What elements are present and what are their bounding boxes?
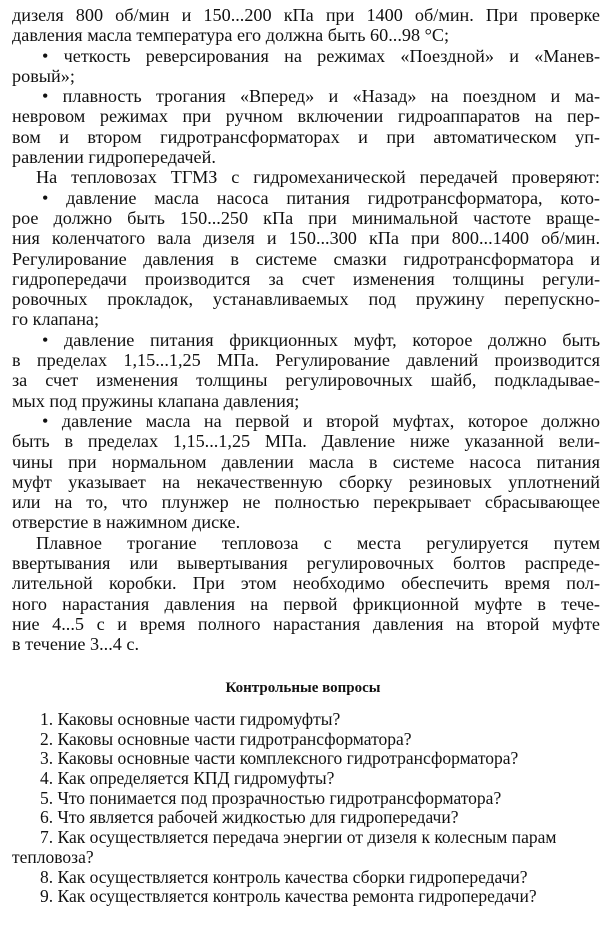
question-item: 3. Каковы основные части комплексного гидротрансформатора? bbox=[40, 749, 519, 769]
text-line: вом и втором гидротрансформаторах и при автоматическом уп- bbox=[12, 126, 600, 147]
bullet-line: • давление масла насоса питания гидротрансформатора, кото- bbox=[42, 187, 600, 208]
question-item: 9. Как осуществляется контроль качества ремонта гидропередачи? bbox=[40, 887, 537, 907]
question-item: 6. Что является рабочей жидкостью для гидропередачи? bbox=[40, 808, 459, 828]
questions-heading: Контрольные вопросы bbox=[225, 680, 381, 696]
text-line: го клапана; bbox=[12, 309, 100, 330]
text-line: ввертывания или вывертывания регулировочных болтов распреде- bbox=[12, 553, 600, 574]
question-item: 8. Как осуществляется контроль качества сборки гидропередачи? bbox=[40, 867, 528, 887]
text-line: рое должно быть 150...250 кПа при минимальной частоте враще- bbox=[12, 207, 600, 228]
paragraph-line: Плавное трогание тепловоза с места регулируется путем bbox=[36, 532, 600, 553]
text-line: ного нарастания давления на первой фрикционной муфте в тече- bbox=[12, 593, 600, 614]
text-line: ния коленчатого вала дизеля и 150...300 кПа при 800...1400 об/мин. bbox=[12, 228, 600, 249]
text-line: лительной коробки. При этом необходимо обеспечить время пол- bbox=[12, 573, 600, 594]
text-line: мых под пружины клапана давления; bbox=[12, 390, 300, 411]
text-line: чины при нормальном давлении масла в системе насоса питания bbox=[12, 451, 600, 472]
text-line: равлении гидропередачей. bbox=[12, 147, 216, 168]
bullet-line: • четкость реверсирования на режимах «Поездной» и «Манев- bbox=[42, 45, 600, 66]
bullet-line: • давление питания фрикционных муфт, которое должно быть bbox=[42, 329, 600, 350]
text-line: отверстие в нажимном диске. bbox=[12, 512, 241, 533]
text-line: быть в пределах 1,15...1,25 МПа. Давление ниже указанной вели- bbox=[12, 431, 600, 452]
paragraph-line: На тепловозах ТГМЗ с гидромеханической передачей проверяют: bbox=[36, 167, 600, 188]
text-line: гидропередачи производится за счет изменения толщины регули- bbox=[12, 268, 600, 289]
text-line: или на то, что плунжер не полностью перекрывает сбрасывающее bbox=[12, 492, 600, 513]
question-item: 5. Что понимается под прозрачностью гидротрансформатора? bbox=[40, 788, 502, 808]
text-line: невровом режимах при ручном включении гидроаппаратов на пер- bbox=[12, 106, 600, 127]
text-line: ние 4...5 с и время полного нарастания давления на второй муфте bbox=[12, 613, 600, 634]
question-item: 4. Как определяется КПД гидромуфты? bbox=[40, 769, 335, 789]
bullet-line: • давление масла на первой и второй муфтах, которое должно bbox=[42, 410, 600, 431]
bullet-line: • плавность трогания «Вперед» и «Назад» на поездном и ма- bbox=[42, 86, 600, 107]
text-line: ровочных прокладок, устанавливаемых под пружину перепускно- bbox=[12, 289, 600, 310]
questions-list bbox=[12, 710, 600, 907]
body-text bbox=[12, 5, 600, 655]
text-line: муфт указывает на некачественную сборку резиновых уплотнений bbox=[12, 471, 600, 492]
question-item: 7. Как осуществляется передача энергии от дизеля к колесным парам bbox=[40, 828, 557, 848]
text-line: в течение 3...4 с. bbox=[12, 634, 140, 655]
text-line: давления масла температура его должна быть 60...98 °С; bbox=[12, 25, 450, 46]
text-line: в пределах 1,15...1,25 МПа. Регулирование давлений производится bbox=[12, 350, 600, 371]
text-line: ровый»; bbox=[12, 65, 75, 86]
question-item-continuation: тепловоза? bbox=[12, 847, 94, 867]
text-line: дизеля 800 об/мин и 150...200 кПа при 1400 об/мин. При проверке bbox=[12, 5, 600, 25]
text-line: за счет изменения толщины регулировочных шайб, подкладывае- bbox=[12, 370, 600, 391]
text-line: Регулирование давления в системе смазки гидротрансформатора и bbox=[12, 248, 600, 269]
question-item: 1. Каковы основные части гидромуфты? bbox=[40, 710, 341, 729]
question-item: 2. Каковы основные части гидротрансформатора? bbox=[40, 729, 412, 749]
